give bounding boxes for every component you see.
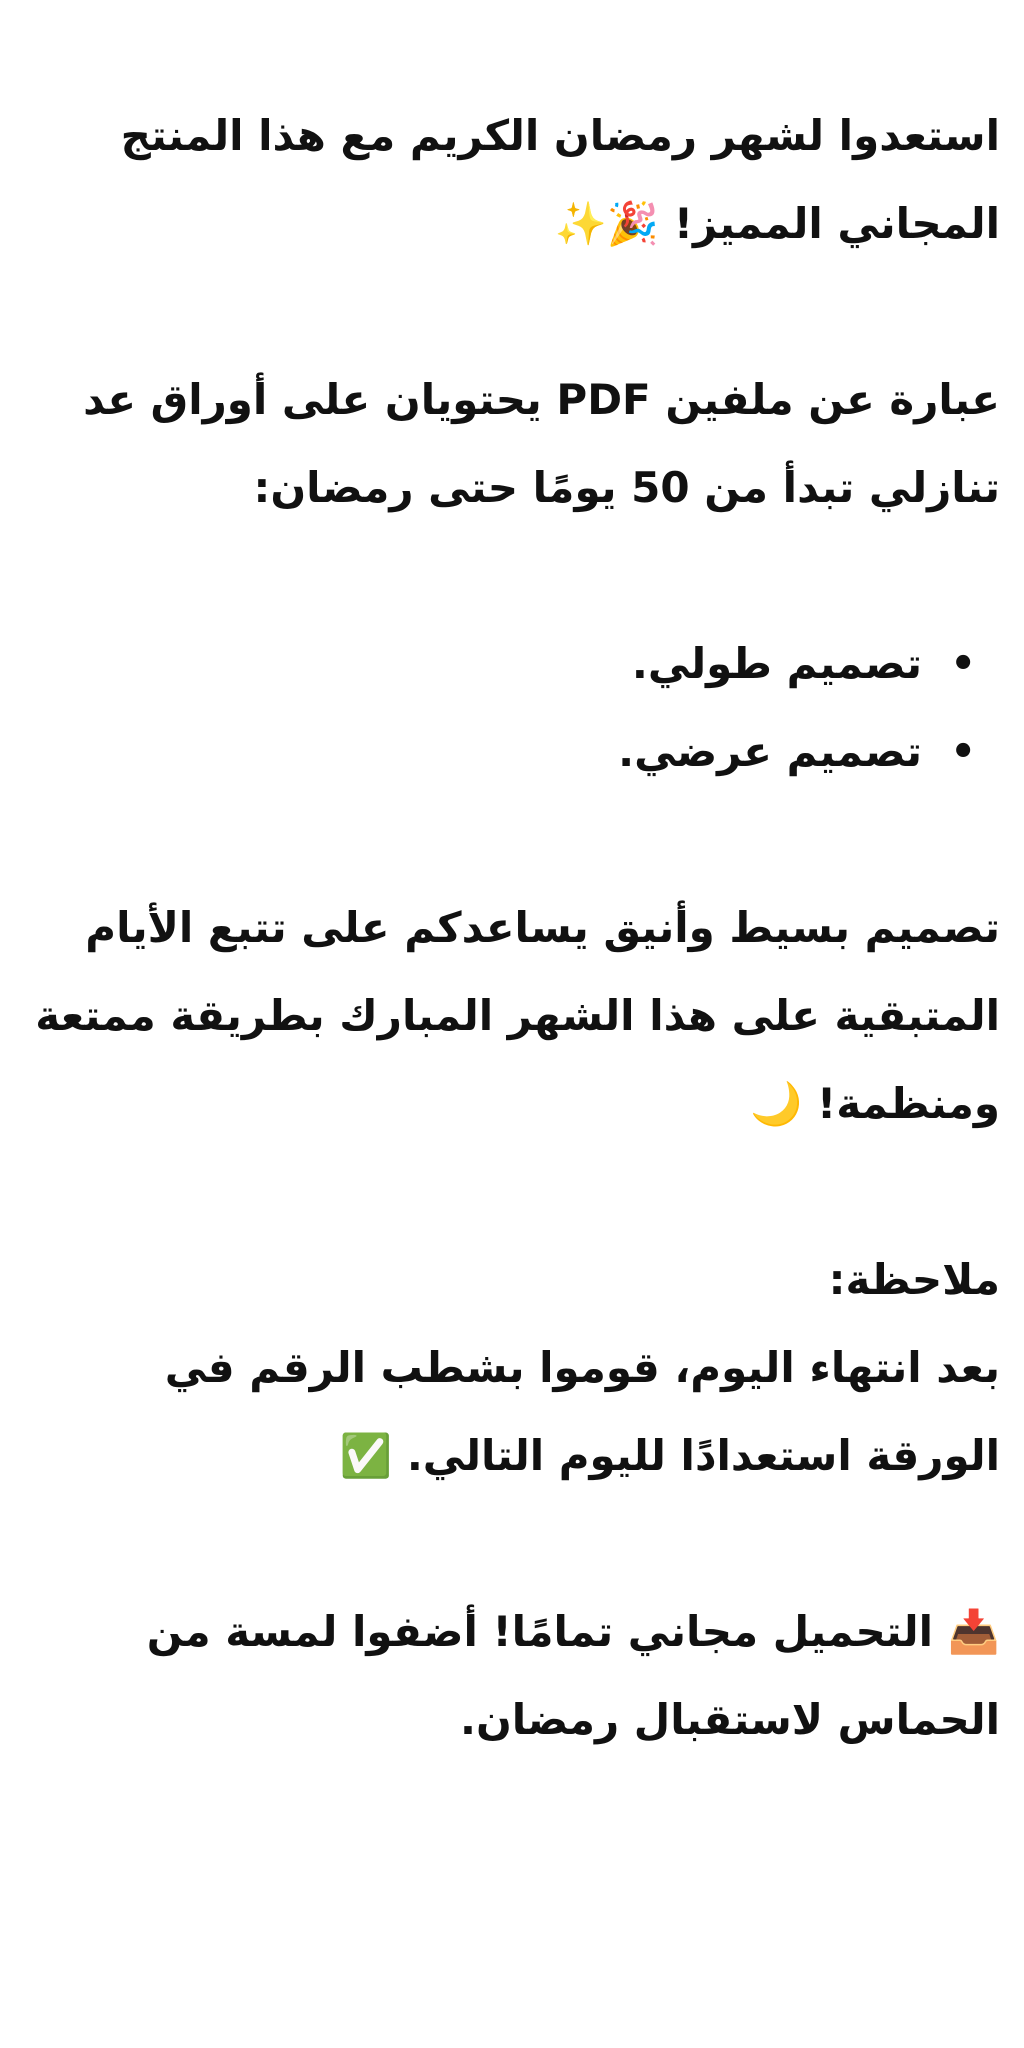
bullet-icon: • bbox=[950, 641, 976, 687]
note-paragraph bbox=[24, 1236, 1000, 1500]
list-item bbox=[24, 708, 1000, 796]
download-paragraph: 📥 التحميل مجاني تمامًا! أضفوا لمسة من الحماس لاستقبال رمضان. bbox=[146, 1607, 1000, 1744]
bullet-icon: • bbox=[950, 729, 976, 775]
note-heading: ملاحظة: bbox=[828, 1255, 1000, 1304]
note-body: بعد انتهاء اليوم، قوموا بشطب الرقم في الورقة استعدادًا لليوم التالي. ✅ bbox=[164, 1343, 1000, 1480]
description-paragraph: عبارة عن ملفين PDF يحتويان على أوراق عد تنازلي تبدأ من 50 يومًا حتى رمضان: bbox=[83, 375, 1000, 512]
intro-paragraph: استعدوا لشهر رمضان الكريم مع هذا المنتج المجاني المميز! 🎉✨ bbox=[120, 111, 1000, 248]
list-item-text: تصميم عرضي. bbox=[618, 727, 922, 776]
list-item-text: تصميم طولي. bbox=[631, 639, 922, 688]
design-list bbox=[24, 620, 1000, 796]
list-item bbox=[24, 620, 1000, 708]
design-note-paragraph: تصميم بسيط وأنيق يساعدكم على تتبع الأيام المتبقية على هذا الشهر المبارك بطريقة ممتعة ومنظمة! 🌙 bbox=[35, 903, 1000, 1128]
post-content bbox=[24, 92, 1000, 1764]
